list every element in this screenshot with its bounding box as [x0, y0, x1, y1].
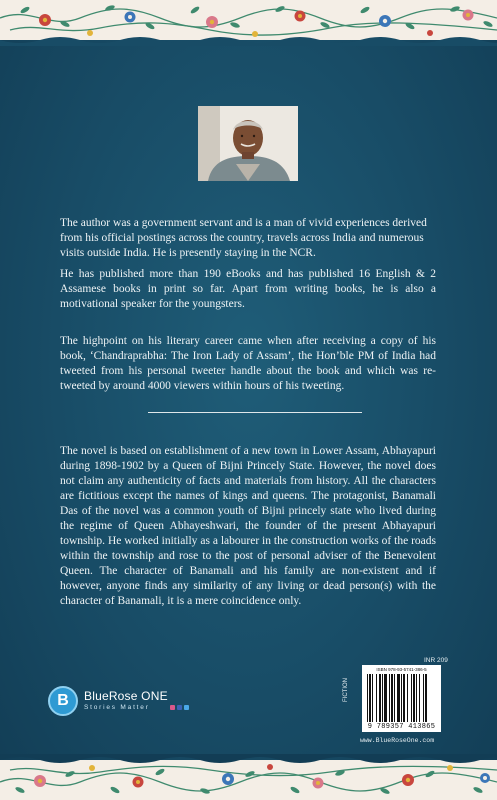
bottom-floral-border [0, 754, 497, 800]
author-bio-paragraph-1 [60, 216, 436, 261]
section-divider [148, 412, 362, 413]
author-photo [198, 106, 298, 181]
author-bio-paragraph-3 [60, 334, 436, 394]
top-floral-border [0, 0, 497, 46]
instagram-icon [170, 705, 175, 710]
publisher-logo [48, 686, 198, 722]
synopsis-paragraph [60, 444, 436, 609]
bio-text-3: The highpoint on his literary career came when after receiving a copy of his book, ‘Chandraprabha: The Iron Lady of Assam’, the Hon’ble PM of India had tweeted from his personal tweeter handle about the book and which was re-tweeted by around 4000 viewers within hours of his tweeting. [60, 335, 436, 392]
isbn-label: ISBN 978-93-5741-386-5 [376, 667, 427, 672]
publisher-tagline: Stories Matter [84, 704, 150, 711]
bio-text-2: He has published more than 190 eBooks and has published 16 English & 2 Assamese books in print so far. Apart from writing books, he is also a motivational speaker for the youngsters. [60, 268, 436, 310]
social-icons [170, 705, 189, 710]
bio-text-1: The author was a government servant and is a man of vivid experiences derived from his official postings across the country, travels across India and numerous visits outside India. He is presently staying in the NCR. [60, 217, 427, 259]
publisher-logo-mark: B [48, 686, 78, 716]
synopsis-text: The novel is based on establishment of a new town in Lower Assam, Abhayapuri during 1898-1902 by a Queen of Bijni Princely State. However, the novel does not claim any authenticity of facts and materials from history. All the characters are fictitious except the names of kings and queens. The protagonist, Banamali Das of the novel was a common youth of Bijni princely state who lived during the regime of Queen Abhayeshwari, the founder of the present Abhayapuri township. He worked initially as a labourer in the construction works of the roads within the township and rose to the post of personal adviser of the Benevolent Queen. The character of Banamali and his family are non-existent and if however, anyone finds any similarity of any living or dead person(s) with the character of Banamali, it is a mere coincidence only. [60, 445, 436, 607]
price-label: INR 209 [424, 657, 448, 664]
isbn-barcode [362, 665, 441, 732]
barcode-bars [367, 674, 436, 722]
barcode-digits: 9 789357 413865 [367, 723, 436, 731]
facebook-icon [177, 705, 182, 710]
twitter-icon [184, 705, 189, 710]
author-bio-paragraph-2 [60, 267, 436, 312]
genre-label: FICTION [343, 678, 349, 702]
publisher-website: www.BlueRoseOne.com [360, 737, 435, 744]
publisher-name: BlueRose ONE [84, 689, 168, 703]
